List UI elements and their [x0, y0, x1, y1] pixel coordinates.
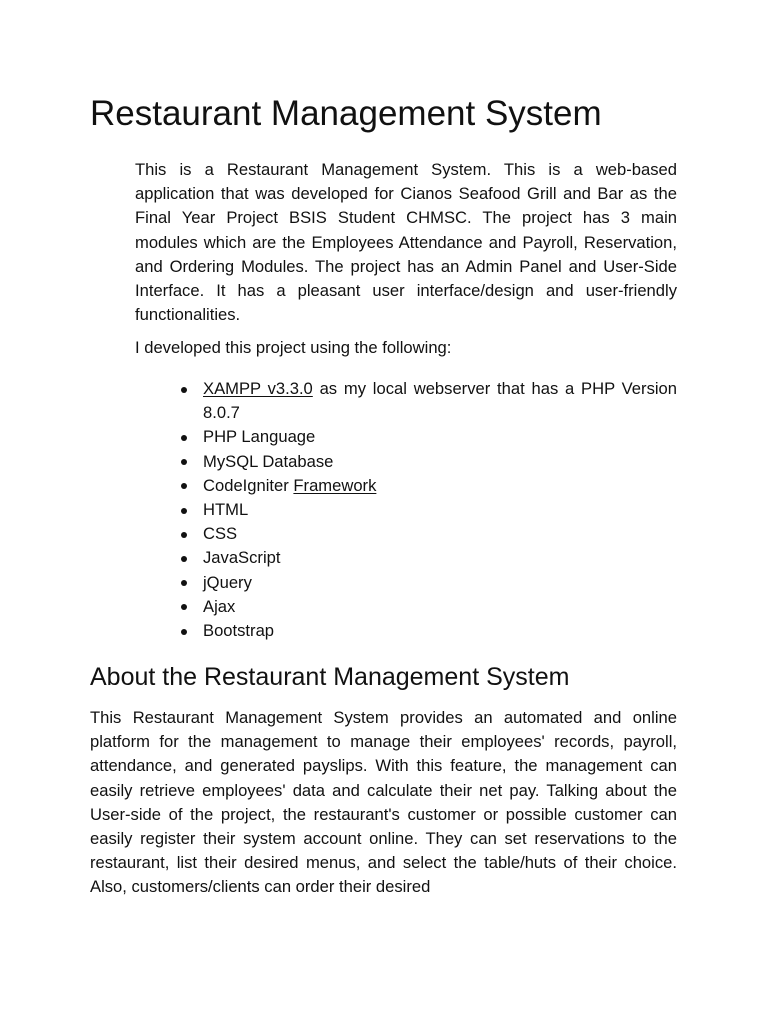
- list-item-css: CSS: [180, 522, 677, 546]
- xampp-link[interactable]: XAMPP v3.3.0: [203, 379, 313, 398]
- codeigniter-text: CodeIgniter: [203, 475, 294, 495]
- framework-link[interactable]: Framework: [293, 475, 377, 495]
- list-item-ajax: Ajax: [180, 595, 677, 619]
- list-item-jquery: jQuery: [180, 571, 677, 595]
- about-heading: About the Restaurant Management System: [90, 663, 570, 691]
- list-item-bootstrap: Bootstrap: [180, 619, 677, 643]
- tools-intro-paragraph: I developed this project using the following:: [135, 338, 452, 357]
- list-item-codeigniter: [180, 474, 677, 498]
- about-paragraph: This Restaurant Management System provides an automated and online platform for the management to manage their employees' records, payroll, attendance, and generated payslips. With this feature, the management can easily retrieve employees' data and calculate their net pay. Talking about the User-side of the project, the restaurant's customer or possible customer can easily register their system account online. They can set reservations to the restaurant, list their desired menus, and select the table/huts of their choice. Also, customers/clients can order their desired: [90, 708, 677, 897]
- list-item-mysql: MySQL Database: [180, 450, 677, 474]
- list-item-javascript: JavaScript: [180, 546, 677, 570]
- xampp-description: as my local webserver that has a PHP Version 8.0.7: [203, 379, 678, 423]
- list-item-html: HTML: [180, 498, 677, 522]
- list-item-xampp: [180, 377, 677, 425]
- page-title: Restaurant Management System: [90, 94, 602, 133]
- intro-paragraph: This is a Restaurant Management System. This is a web-based application that was developed for Cianos Seafood Grill and Bar as the Final Year Project BSIS Student CHMSC. The project has 3 main modules which are the Employees Attendance and Payroll, Reservation, and Ordering Modules. The project has an Admin Panel and User-Side Interface. It has a pleasant user interface/design and user-friendly functionalities.: [135, 160, 677, 325]
- list-item-php: PHP Language: [180, 425, 677, 449]
- technology-list: [180, 377, 677, 643]
